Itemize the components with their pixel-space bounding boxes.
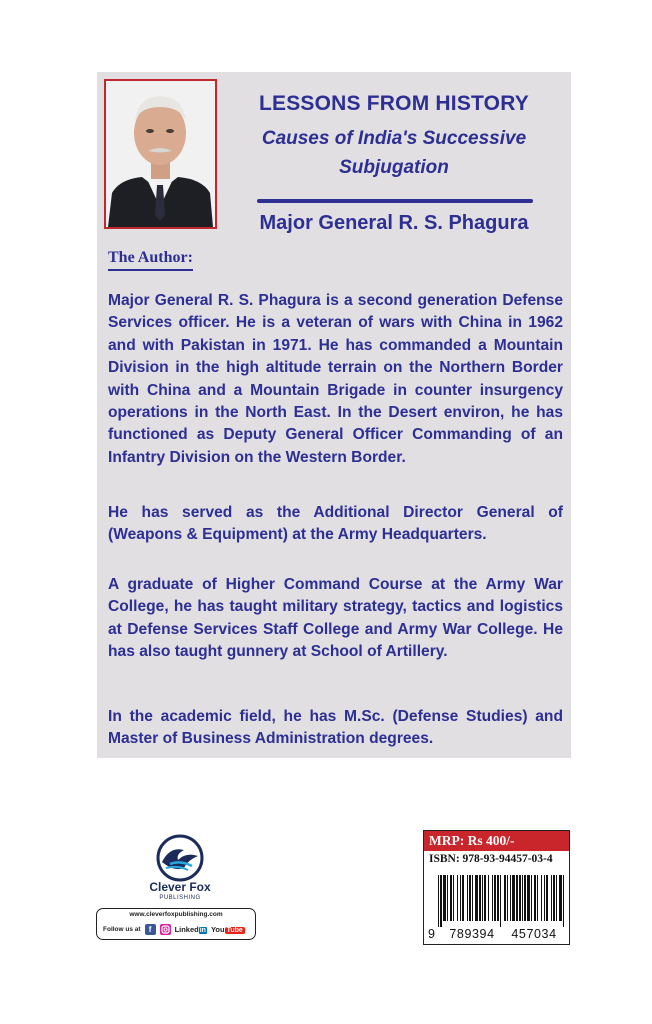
author-name: Major General R. S. Phagura — [259, 212, 529, 234]
barcode-bar — [440, 875, 442, 927]
barcode-bar — [488, 875, 489, 921]
barcode-bar — [537, 875, 538, 921]
barcode-bar — [438, 875, 439, 927]
barcode-bar — [482, 875, 483, 921]
barcode-bar — [563, 875, 564, 927]
follow-label: Follow us at — [103, 926, 141, 933]
subtitle-line-1: Causes of India's Successive — [261, 128, 527, 149]
barcode-digits — [428, 927, 566, 941]
barcode-bar — [497, 875, 499, 921]
barcode-bar — [527, 875, 530, 921]
linkedin-badge: in — [199, 927, 206, 934]
barcode — [438, 875, 564, 927]
barcode-bar — [546, 875, 548, 921]
linkedin-text: Linked — [174, 925, 199, 934]
barcode-bar — [522, 875, 523, 921]
social-row — [103, 924, 245, 935]
bio-paragraph-2: He has served as the Additional Director General of (Weapons & Equipment) at the Army Headquarters. — [108, 504, 563, 544]
publisher-website-link[interactable]: www.cleverfoxpublishing.com — [129, 911, 223, 918]
barcode-bar — [462, 875, 464, 921]
price-barcode-box — [423, 830, 570, 945]
barcode-left-digits: 789394 — [449, 927, 495, 941]
publisher-tagline: PUBLISHING — [159, 895, 201, 901]
barcode-bar — [469, 875, 471, 921]
barcode-lead-digit: 9 — [428, 927, 436, 941]
subtitle-line-2: Subjugation — [339, 157, 449, 178]
barcode-bar — [507, 875, 508, 921]
author-heading: The Author: — [108, 249, 193, 271]
book-subtitle — [228, 124, 560, 182]
title-divider — [257, 199, 533, 203]
barcode-bar — [559, 875, 562, 921]
barcode-bar — [512, 875, 515, 921]
bio-paragraph-3: A graduate of Higher Command Course at the Army War College, he has taught military strategy, tactics and logistics at Defense Services Staff College and Army War College. He has also taught gunnery at School of Artillery. — [108, 576, 563, 661]
linkedin-icon[interactable] — [175, 925, 207, 934]
isbn-number: ISBN: 978-93-94457-03-4 — [429, 853, 553, 865]
barcode-bar — [524, 875, 526, 921]
barcode-bar — [500, 875, 501, 927]
barcode-bar — [553, 875, 555, 921]
instagram-icon[interactable] — [160, 924, 171, 935]
barcode-bar — [484, 875, 486, 921]
barcode-bar — [475, 875, 478, 921]
barcode-right-digits: 457034 — [511, 927, 557, 941]
barcode-bar — [541, 875, 542, 921]
youtube-text: You — [210, 925, 225, 934]
barcode-bar — [494, 875, 496, 921]
youtube-badge: Tube — [226, 927, 243, 934]
barcode-bar — [472, 875, 473, 921]
barcode-bar — [544, 875, 545, 921]
mrp-price: MRP: Rs 400/- — [424, 831, 569, 851]
barcode-bar — [450, 875, 452, 921]
bio-paragraph-4: In the academic field, he has M.Sc. (Defense Studies) and Master of Business Administration degrees. — [108, 708, 563, 748]
barcode-bar — [510, 875, 511, 921]
publisher-name: Clever Fox — [149, 880, 211, 894]
book-title: LESSONS FROM HISTORY — [258, 92, 530, 115]
barcode-bar — [556, 875, 557, 921]
barcode-bar — [457, 875, 458, 921]
barcode-bar — [504, 875, 506, 921]
barcode-bar — [534, 875, 536, 921]
barcode-bar — [519, 875, 521, 921]
barcode-bar — [443, 875, 446, 921]
facebook-icon[interactable]: f — [145, 924, 156, 935]
barcode-bar — [460, 875, 461, 921]
social-follow-box — [96, 908, 256, 940]
youtube-icon[interactable] — [211, 925, 245, 934]
barcode-bar — [447, 875, 448, 921]
barcode-bar — [467, 875, 468, 921]
barcode-bar — [551, 875, 552, 921]
barcode-bar — [492, 875, 493, 921]
author-photo — [104, 79, 217, 229]
barcode-bar — [516, 875, 518, 921]
barcode-bar — [479, 875, 481, 921]
barcode-bar — [531, 875, 532, 921]
barcode-bar — [453, 875, 454, 921]
bio-paragraph-1: Major General R. S. Phagura is a second generation Defense Services officer. He is a veteran of wars with China in 1962 and with Pakistan in 1971. He has commanded a Mountain Division in the high altitude terrain on the Northern Border with China and a Mountain Brigade in counter insurgency operations in the North East. In the Desert environ, he has functioned as Deputy General Officer Commanding of an Infantry Division on the Western Border. — [108, 292, 563, 466]
